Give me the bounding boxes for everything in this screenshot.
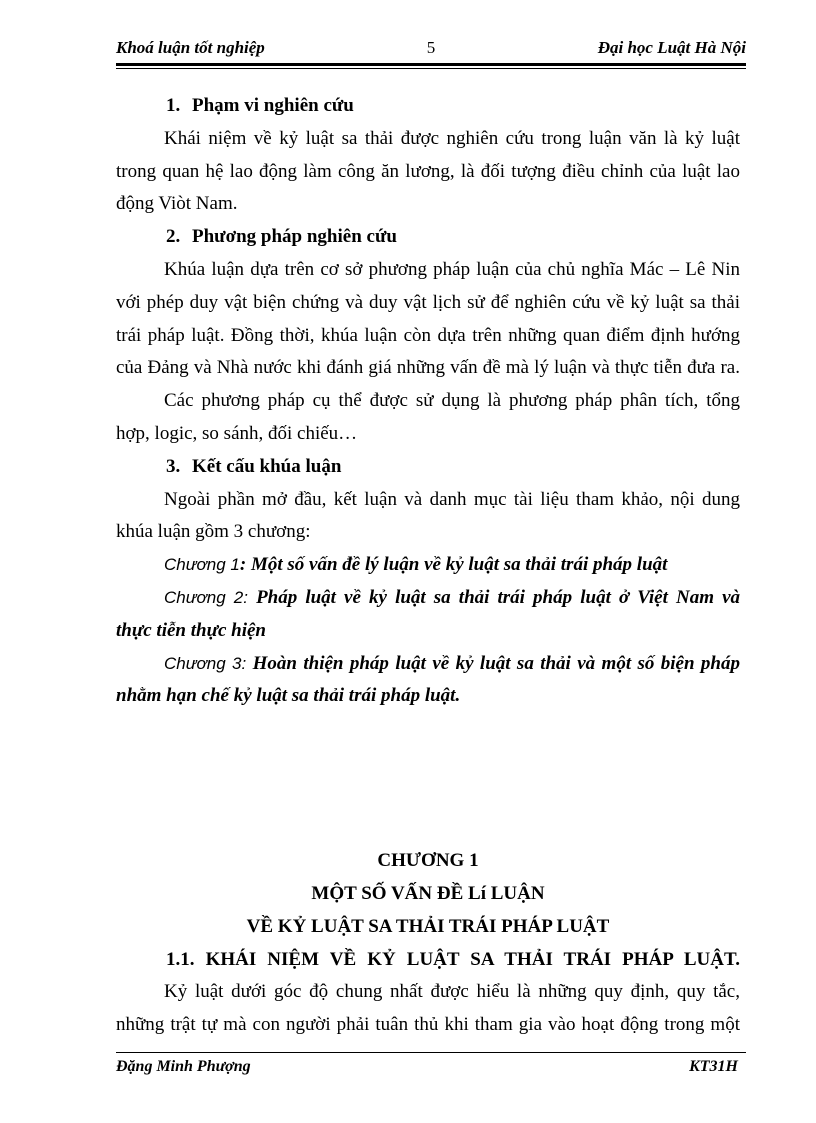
page-number: 5: [426, 38, 436, 57]
chapter-label: CHƯƠNG 1: [377, 850, 479, 872]
header-rule: [116, 63, 746, 69]
paragraph-line: những trật tự mà con người phải tuân thủ khi tham gia vào hoạt động trong một: [116, 1014, 740, 1036]
chapter-3-entry: Chương 3: Hoàn thiện pháp luật về kỷ luật sa thải và một số biện pháp: [164, 652, 740, 674]
page-footer: [116, 1058, 746, 1082]
paragraph-line: Khái niệm về kỷ luật sa thải được nghiên cứu trong luận văn là kỷ luật: [164, 127, 740, 149]
subsection-heading: 1.1. KHÁI NIỆM VỀ KỶ LUẬT SA THẢI TRÁI PHÁP LUẬT.: [166, 948, 740, 970]
paragraph-line: trái pháp luật. Đồng thời, khúa luận còn dựa trên những quan điểm định hướng: [116, 324, 740, 346]
page-header: [116, 36, 746, 62]
paragraph-line: với phép duy vật biện chứng và duy vật lịch sử để nghiên cứu về kỷ luật sa thải: [116, 291, 740, 313]
spacer: [116, 812, 740, 845]
paragraph-line: trong quan hệ lao động làm công ăn lương, là đối tượng điều chỉnh của luật lao: [116, 160, 740, 182]
header-university: Đại học Luật Hà Nội: [597, 38, 746, 57]
chapter-1-entry: Chương 1: Một số vấn đề lý luận về kỷ luật sa thải trái pháp luật: [164, 554, 668, 576]
paragraph-line: động Viòt Nam.: [116, 193, 238, 215]
footer-rule: [116, 1052, 746, 1053]
section-heading-structure: 3. Kết cấu khúa luận: [166, 455, 342, 477]
spacer: [116, 779, 740, 812]
section-heading-scope: 1. Phạm vi nghiên cứu: [166, 95, 354, 116]
chapter-title-line-1: MỘT SỐ VẤN ĐỀ Lí LUẬN: [311, 882, 545, 904]
paragraph-line: hợp, logic, so sánh, đối chiếu…: [116, 422, 358, 444]
chapter-2-entry-cont: thực tiễn thực hiện: [116, 619, 266, 641]
paragraph-line: Ngoài phần mở đầu, kết luận và danh mục tài liệu tham khảo, nội dung: [164, 488, 740, 510]
spacer: [116, 713, 740, 746]
section-heading-method: 2. Phương pháp nghiên cứu: [166, 226, 397, 248]
footer-class-code: KT31H: [689, 1058, 738, 1075]
paragraph-line: của Đảng và Nhà nước khi đánh giá những vấn đề mà lý luận và thực tiễn đưa ra.: [116, 357, 740, 379]
chapter-2-entry: Chương 2: Pháp luật về kỷ luật sa thải trái pháp luật ở Việt Nam và: [164, 586, 741, 608]
page-body: [116, 90, 740, 1042]
paragraph-line: Các phương pháp cụ thể được sử dụng là phương pháp phân tích, tổng: [164, 390, 740, 412]
paragraph-line: Khúa luận dựa trên cơ sở phương pháp luận của chủ nghĩa Mác – Lê Nin: [164, 258, 740, 280]
spacer: [116, 746, 740, 779]
header-thesis-label: Khoá luận tốt nghiệp: [116, 38, 265, 57]
footer-author: Đặng Minh Phượng: [116, 1058, 251, 1075]
paragraph-line: khúa luận gồm 3 chương:: [116, 521, 311, 543]
chapter-title-line-2: VỀ KỶ LUẬT SA THẢI TRÁI PHÁP LUẬT: [246, 915, 610, 937]
paragraph-line: Kỷ luật dưới góc độ chung nhất được hiểu là những quy định, quy tắc,: [164, 981, 740, 1003]
chapter-3-entry-cont: nhằm hạn chế kỷ luật sa thải trái pháp luật.: [116, 685, 461, 707]
